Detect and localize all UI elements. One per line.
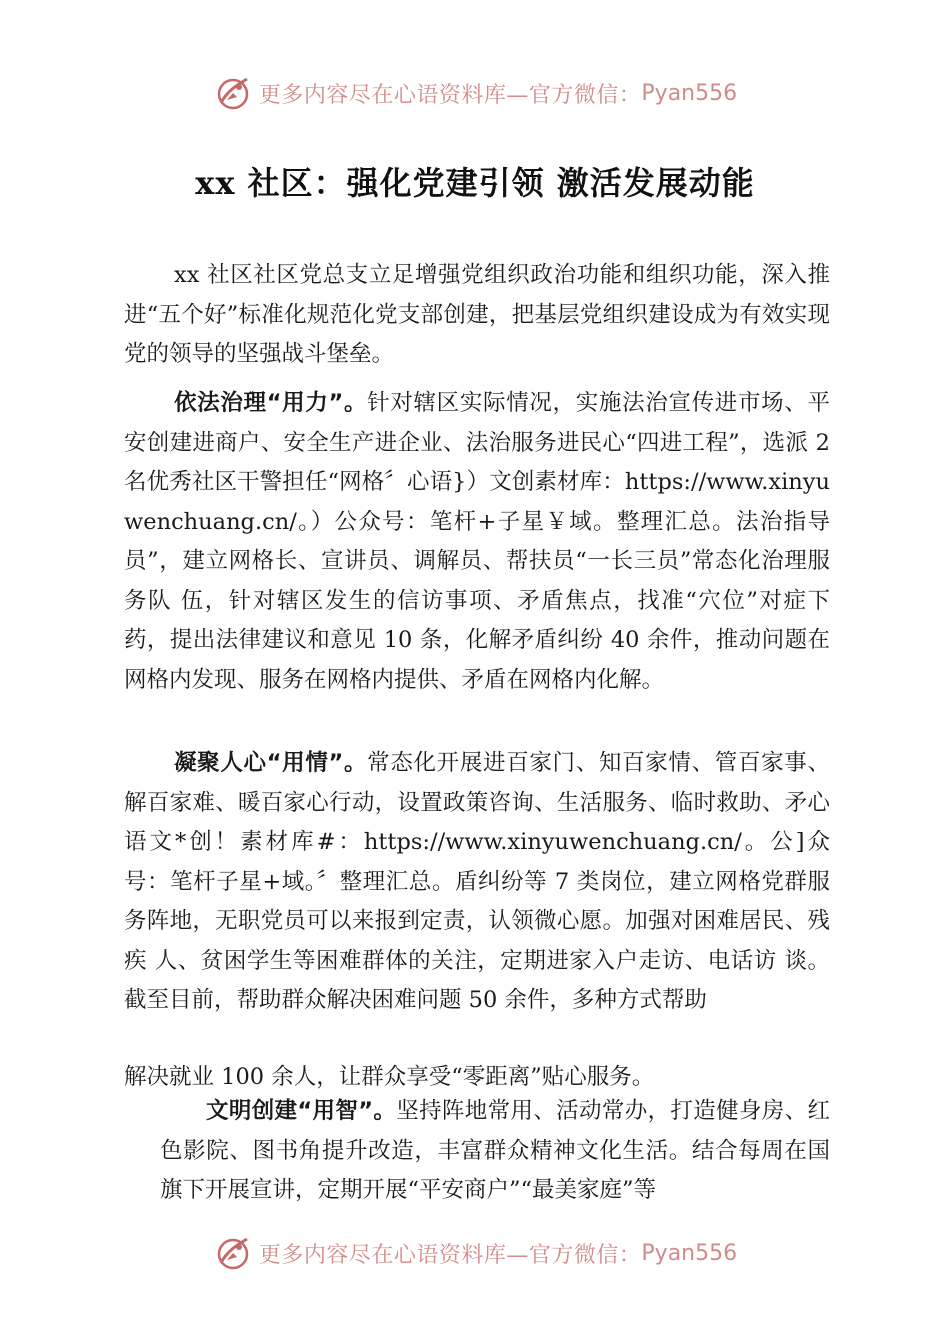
watermark-banner-top — [0, 70, 950, 116]
banner-text: 更多内容尽在心语资料库—官方微信： — [258, 82, 642, 108]
watermark-banner-bottom — [0, 1230, 950, 1276]
banner-handle: Pyan556 — [641, 80, 738, 106]
section-body: 坚持阵地常用、活动常办，打造健身房、红色影院、图书角提升改造，丰富群众精神文化生活。结合每周在国旗下开展宣讲，定期开展“平安商户”“最美家庭”等 — [160, 1098, 830, 1203]
pen-logo-icon — [213, 73, 253, 113]
banner-handle: Pyan556 — [641, 1240, 738, 1266]
section-heading: 依法治理“用力”。 — [174, 390, 368, 416]
pen-logo-icon — [213, 1233, 253, 1273]
section-cohesion-tail: 解决就业 100 余人，让群众享受“零距离”贴心服务。 — [124, 1064, 655, 1090]
section-rule-of-law — [124, 384, 830, 700]
section-civilization — [160, 1092, 830, 1211]
section-heading: 文明创建“用智”。 — [206, 1098, 397, 1124]
intro-paragraph: xx 社区社区党总支立足增强党组织政治功能和组织功能，深入推进“五个好”标准化规范化党支部创建，把基层党组织建设成为有效实现党的领导的坚强战斗堡垒。 — [124, 262, 830, 367]
page-title: xx 社区：强化党建引领 激活发展动能 — [195, 164, 755, 202]
section-cohesion — [124, 744, 830, 1021]
section-body: 常态化开展进百家门、知百家情、管百家事、解百家难、暖百家心行动，设置政策咨询、生活服务、临时救助、矛心语文*创！素材库#：https://www.xinyuwenchuang.cn/。公]众号：笔杆子星+域。〞整理汇总。盾纠纷等 7 类岗位，建立网格党群服务阵地，无职党员可以来报到定责，认领微心愿。加强对困难居民、残疾 人、贫困学生等困难群体的关注，定期进家入户走访、电话访 谈。截至目前，帮助群众解决困难问题 50 余件，多种方式帮助 — [124, 750, 830, 1013]
section-body: 针对辖区实际情况，实施法治宣传进市场、平安创建进商户、安全生产进企业、法治服务进民心“四进工程”，选派 2 名优秀社区干警担任“网格〞心语}）文创素材库：https://www.xinyuwenchuang.cn/。）公众号：笔杆+子星￥域。整理汇总。法治指导员”，建立网格长、宣讲员、调解员、帮扶员“一长三员”常态化治理服务队 伍，针对辖区发生的信访事项、矛盾焦点，找准“穴位”对症下 药，提出法律建议和意见 10 条，化解矛盾纠纷 40 余件，推动问题在网格内发现、服务在网格内提供、矛盾在网格内化解。 — [124, 390, 830, 693]
banner-text: 更多内容尽在心语资料库—官方微信： — [258, 1242, 642, 1268]
section-heading: 凝聚人心“用情”。 — [174, 750, 368, 776]
